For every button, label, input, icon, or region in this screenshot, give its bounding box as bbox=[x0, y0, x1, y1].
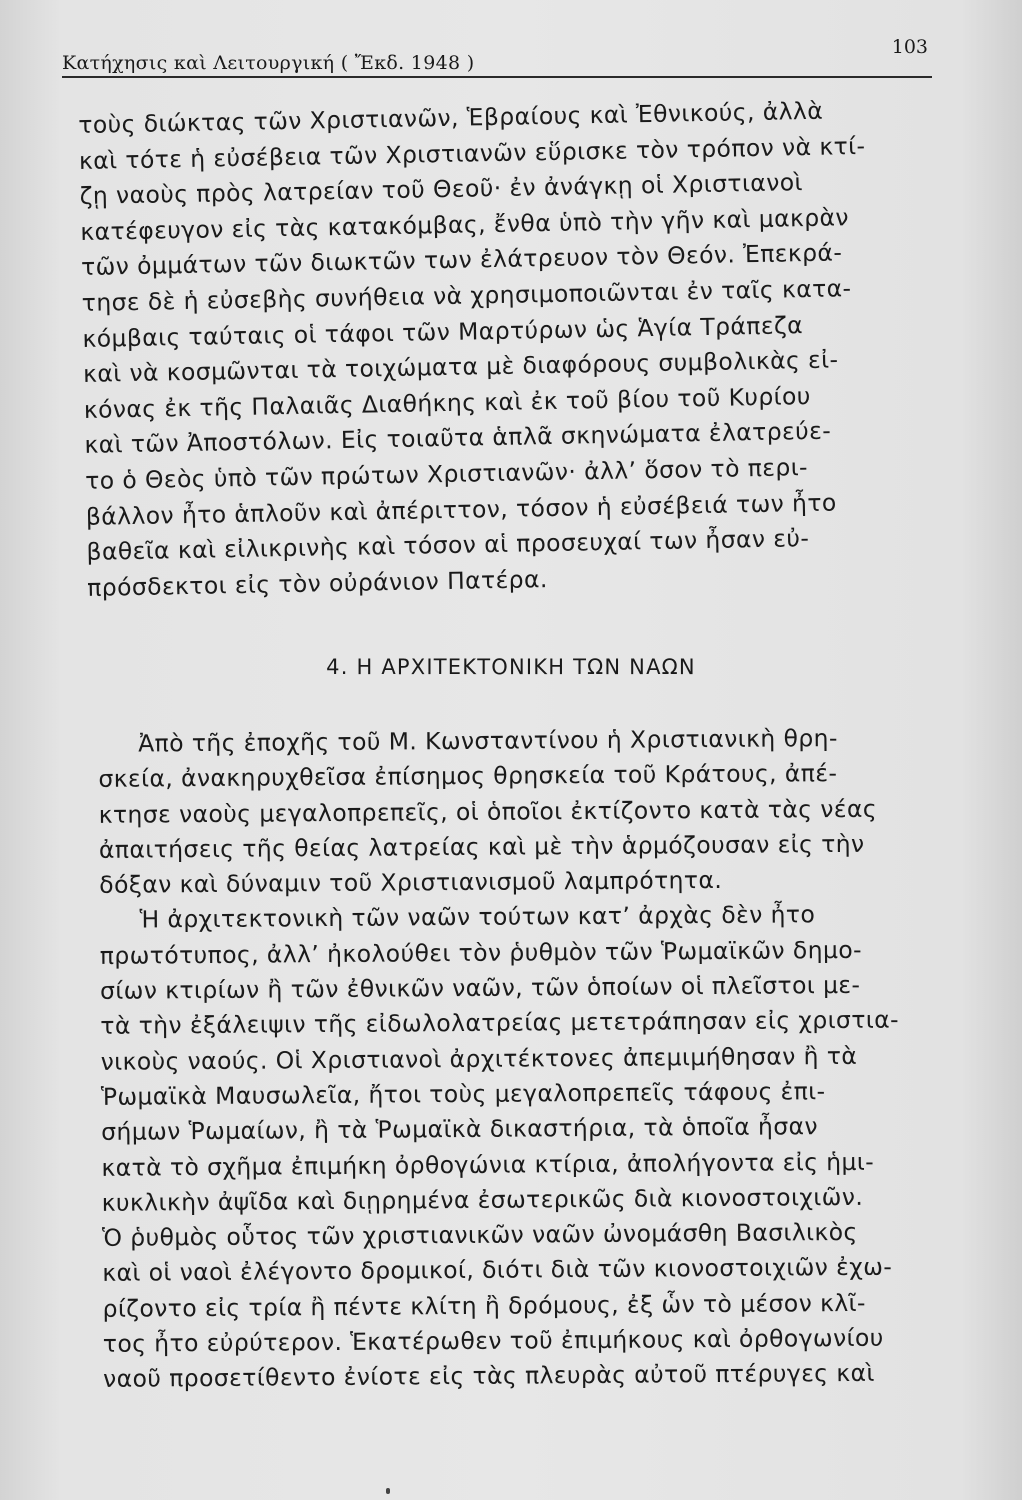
paragraph-3 bbox=[79, 896, 983, 1397]
text-line: το ὁ Θεὸς ὑπὸ τῶν πρώτων Χριστιανῶν· ἀλλ’ ὅσον τὸ περι- bbox=[84, 452, 809, 495]
text-line: Ἀπὸ τῆς ἐποχῆς τοῦ Μ. Κωνσταντίνου ἡ Χριστιανικὴ θρη- bbox=[138, 724, 838, 758]
text-line: τησε δὲ ἡ εὐσεβὴς συνήθεια νὰ χρησιμοποιῶνται ἐν ταῖς κατα- bbox=[81, 274, 852, 317]
text-line: ρίζοντο εἰς τρία ἢ πέντε κλίτη ἢ δρόμους, ἐξ ὧν τὸ μέσον κλῖ- bbox=[102, 1288, 866, 1323]
text-line: τῶν ὀμμάτων τῶν διωκτῶν των ἐλάτρευον τὸν Θεόν. Ἐπεκρά- bbox=[80, 238, 843, 282]
text-line: βαθεῖα καὶ εἰλικρινὴς καὶ τόσον αἱ προσευχαί των ἦσαν εὐ- bbox=[86, 524, 810, 567]
text-line: σήμων Ῥωμαίων, ἢ τὰ Ῥωμαϊκὰ δικαστήρια, τὰ ὁποῖα ἦσαν bbox=[101, 1112, 819, 1147]
text-line: τος ἦτο εὐρύτερον. Ἑκατέρωθεν τοῦ ἐπιμήκους καὶ ὀρθογωνίου bbox=[102, 1323, 884, 1358]
text-line: πρωτότυπος, ἀλλ’ ἠκολούθει τὸν ῥυθμὸν τῶν Ῥωμαϊκῶν δημο- bbox=[99, 935, 863, 970]
text-line: νικοὺς ναούς. Οἱ Χριστιανοὶ ἀρχιτέκτονες ἀπεμιμήθησαν ἢ τὰ bbox=[100, 1041, 858, 1076]
text-line: κόνας ἐκ τῆς Παλαιᾶς Διαθήκης καὶ ἐκ τοῦ βίου τοῦ Κυρίου bbox=[83, 381, 812, 424]
text-line: καὶ νὰ κοσμῶνται τὰ τοιχώματα μὲ διαφόρους συμβολικὰς εἰ- bbox=[82, 345, 839, 389]
text-line: κτησε ναοὺς μεγαλοπρεπεῖς, οἱ ὁποῖοι ἐκτίζοντο κατὰ τὰς νέας bbox=[98, 794, 878, 829]
text-line: Ἡ ἀρχιτεκτονικὴ τῶν ναῶν τούτων κατ’ ἀρχὰς δὲν ἦτο bbox=[139, 900, 816, 935]
text-line: καὶ τῶν Ἀποστόλων. Εἰς τοιαῦτα ἁπλᾶ σκηνώματα ἐλατρεύε- bbox=[84, 416, 832, 460]
text-line: Ῥωμαϊκὰ Μαυσωλεῖα, ἤτοι τοὺς μεγαλοπρεπεῖς τάφους ἐπι- bbox=[100, 1077, 826, 1111]
running-header bbox=[62, 36, 932, 78]
text-line: κατὰ τὸ σχῆμα ἐπιμήκη ὀρθογώνια κτίρια, ἀπολήγοντα εἰς ἡμι- bbox=[101, 1147, 875, 1182]
text-line: ζῃ ναοὺς πρὸς λατρείαν τοῦ Θεοῦ· ἐν ἀνάγκῃ οἱ Χριστιανοὶ bbox=[79, 168, 804, 211]
section-body bbox=[78, 720, 983, 1398]
text-line: κατέφευγον εἰς τὰς κατακόμβας, ἔνθα ὑπὸ τὴν γῆν καὶ μακρὰν bbox=[80, 203, 850, 246]
text-line: τὰ τὴν ἐξάλειψιν τῆς εἰδωλολατρείας μετετράπησαν εἰς χριστια- bbox=[100, 1005, 900, 1041]
paragraph-1 bbox=[78, 91, 967, 606]
text-line: τοὺς διώκτας τῶν Χριστιανῶν, Ἑβραίους καὶ Ἐθνικούς, ἀλλὰ bbox=[78, 96, 824, 139]
text-line: πρόσδεκτοι εἰς τὸν οὐράνιον Πατέρα. bbox=[86, 564, 548, 602]
text-line: ἀπαιτήσεις τῆς θείας λατρείας καὶ μὲ τὴν ἁρμόζουσαν εἰς τὴν bbox=[98, 829, 865, 864]
text-line: καὶ τότε ἡ εὐσέβεια τῶν Χριστιανῶν εὕρισκε τὸν τρόπον νὰ κτί- bbox=[78, 131, 866, 175]
text-line: κόμβαις ταύταις οἱ τάφοι τῶν Μαρτύρων ὡς Ἁγία Τράπεζα bbox=[82, 310, 804, 353]
ink-speck bbox=[386, 1488, 390, 1494]
text-line: βάλλον ἦτο ἁπλοῦν καὶ ἀπέριττον, τόσον ἡ εὐσέβειά των ἦτο bbox=[85, 488, 837, 531]
text-line: σκεία, ἀνακηρυχθεῖσα ἐπίσημος θρησκεία τοῦ Κράτους, ἀπέ- bbox=[98, 759, 838, 794]
text-line: Ὁ ῥυθμὸς οὗτος τῶν χριστιανικῶν ναῶν ὠνομάσθη Βασιλικὸς bbox=[101, 1218, 858, 1252]
paragraph-2 bbox=[78, 720, 979, 904]
text-line: δόξαν καὶ δύναμιν τοῦ Χριστιανισμοῦ λαμπρότητα. bbox=[99, 866, 723, 900]
page-number: 103 bbox=[891, 36, 928, 58]
text-line: ναοῦ προσετίθεντο ἐνίοτε εἰς τὰς πλευρὰς αὐτοῦ πτέρυγες καὶ bbox=[103, 1359, 875, 1394]
text-line: καὶ οἱ ναοὶ ἐλέγοντο δρομικοί, διότι διὰ τῶν κιονοστοιχιῶν ἐχω- bbox=[102, 1253, 893, 1288]
running-title: Κατήχησις καὶ Λειτουργική ( Ἔκδ. 1948 ) bbox=[62, 52, 475, 74]
text-line: σίων κτιρίων ἢ τῶν ἐθνικῶν ναῶν, τῶν ὁποίων οἱ πλεῖστοι με- bbox=[99, 970, 861, 1005]
text-line: κυκλικὴν ἀψῖδα καὶ διῃρημένα ἐσωτερικῶς διὰ κιονοστοιχιῶν. bbox=[101, 1182, 864, 1217]
section-heading: 4. Η ΑΡΧΙΤΕΚΤΟΝΙΚΗ ΤΩΝ ΝΑΩΝ bbox=[326, 655, 696, 679]
